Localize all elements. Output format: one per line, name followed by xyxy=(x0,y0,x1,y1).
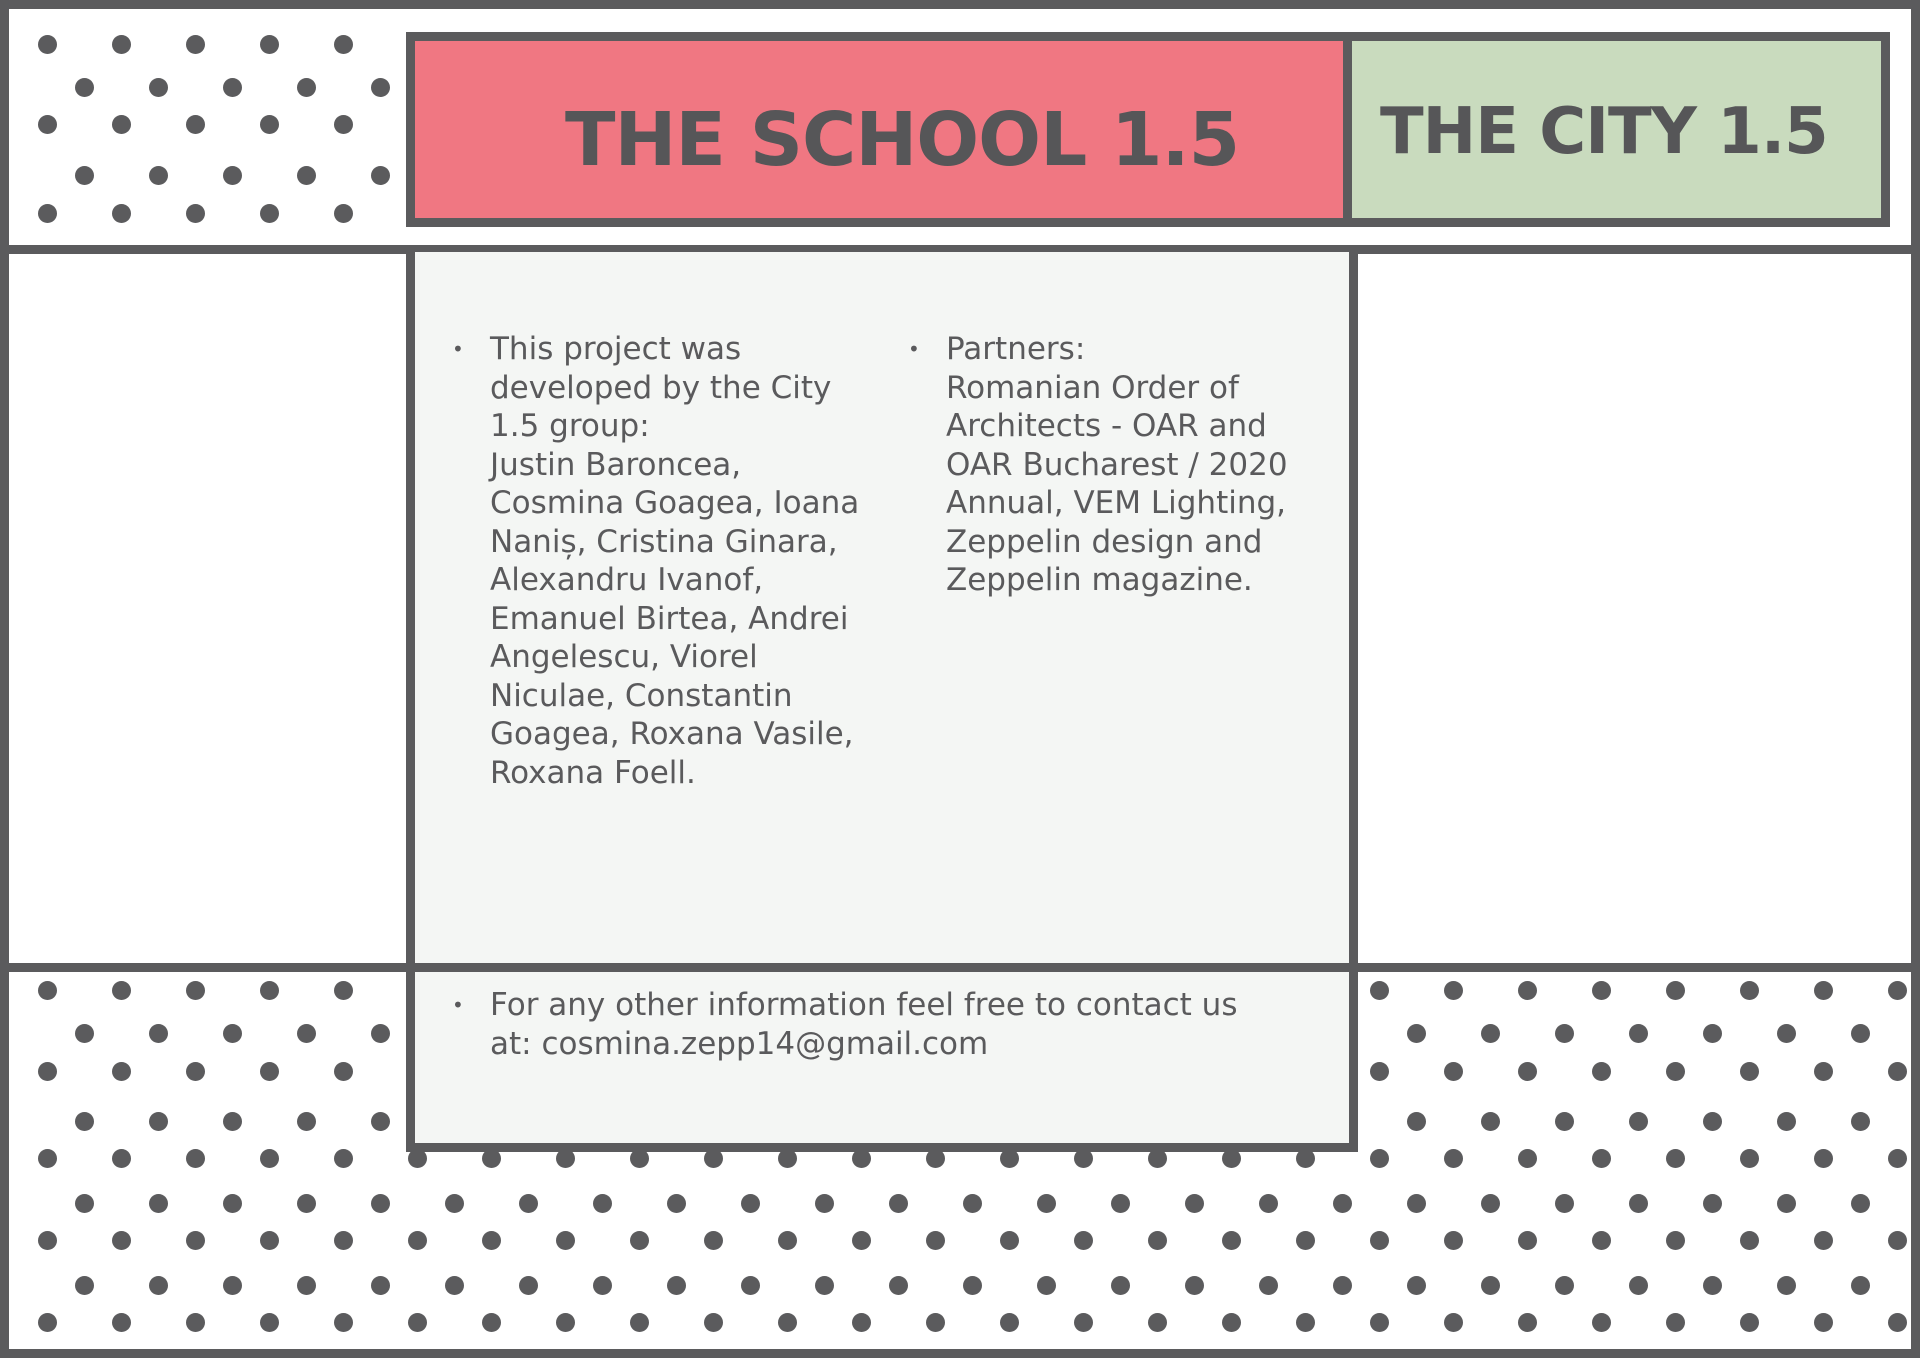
dot xyxy=(75,1024,94,1043)
dot xyxy=(223,78,242,97)
dot xyxy=(260,115,279,134)
dot xyxy=(112,1313,131,1332)
credits-line: developed by the City xyxy=(490,369,832,406)
dot xyxy=(371,1024,390,1043)
dot xyxy=(593,1276,612,1295)
partners-line: Annual, VEM Lighting, xyxy=(946,485,1287,521)
partners-line: Zeppelin design and xyxy=(946,523,1263,560)
frame-bottom xyxy=(0,1349,1920,1358)
dot xyxy=(1518,1231,1537,1250)
dot xyxy=(334,1313,353,1332)
dot xyxy=(1481,1276,1500,1295)
partners-line: OAR Bucharest / 2020 xyxy=(946,446,1288,483)
dot xyxy=(260,35,279,54)
dot xyxy=(38,1149,57,1168)
dot xyxy=(38,1231,57,1250)
dot xyxy=(38,204,57,223)
dot xyxy=(519,1194,538,1213)
dot xyxy=(334,1062,353,1081)
dot xyxy=(1000,1313,1019,1332)
dot xyxy=(223,1194,242,1213)
dot xyxy=(297,166,316,185)
dot xyxy=(889,1194,908,1213)
dot xyxy=(297,1112,316,1131)
dot xyxy=(408,1231,427,1250)
dot xyxy=(1444,1313,1463,1332)
content-divider xyxy=(406,963,1358,972)
dot xyxy=(1518,1062,1537,1081)
dot xyxy=(1407,1276,1426,1295)
dot xyxy=(260,1231,279,1250)
city-title-block xyxy=(1352,32,1890,227)
dot xyxy=(630,1313,649,1332)
dot xyxy=(1851,1276,1870,1295)
dot xyxy=(1518,1313,1537,1332)
credits-line: Justin Baroncea, xyxy=(490,446,742,483)
dot xyxy=(852,1313,871,1332)
dot xyxy=(149,78,168,97)
dot xyxy=(704,1231,723,1250)
dot xyxy=(371,166,390,185)
school-title: THE SCHOOL 1.5 xyxy=(565,97,1240,183)
dot xyxy=(112,35,131,54)
dot xyxy=(1407,1194,1426,1213)
credits-line: This project was xyxy=(490,331,742,367)
dot xyxy=(1185,1276,1204,1295)
dot xyxy=(371,78,390,97)
dot xyxy=(1222,1231,1241,1250)
dot xyxy=(1481,1112,1500,1131)
dot xyxy=(482,1313,501,1332)
dot xyxy=(1740,1149,1759,1168)
dot xyxy=(186,981,205,1000)
dot xyxy=(149,166,168,185)
dot xyxy=(1555,1024,1574,1043)
dot xyxy=(704,1313,723,1332)
dot xyxy=(1037,1276,1056,1295)
dot xyxy=(1814,1313,1833,1332)
dot xyxy=(1777,1112,1796,1131)
dot xyxy=(1518,981,1537,1000)
credits-line: Alexandru Ivanof, xyxy=(490,562,764,598)
dot xyxy=(519,1276,538,1295)
dot xyxy=(741,1194,760,1213)
partners-line: Partners: xyxy=(946,331,1086,367)
dot xyxy=(297,1276,316,1295)
dot xyxy=(1666,1149,1685,1168)
dot xyxy=(1185,1194,1204,1213)
dot xyxy=(445,1194,464,1213)
dot xyxy=(297,1024,316,1043)
dot xyxy=(1888,1231,1907,1250)
dot xyxy=(223,1276,242,1295)
dot xyxy=(630,1231,649,1250)
frame-left xyxy=(0,0,9,1358)
dot xyxy=(667,1194,686,1213)
dot xyxy=(149,1276,168,1295)
dot xyxy=(1629,1024,1648,1043)
dot xyxy=(75,1276,94,1295)
dot xyxy=(408,1313,427,1332)
dot xyxy=(1037,1194,1056,1213)
dot xyxy=(778,1231,797,1250)
dot xyxy=(741,1276,760,1295)
dot xyxy=(1592,1313,1611,1332)
dot xyxy=(334,115,353,134)
dot xyxy=(1370,1062,1389,1081)
dot xyxy=(1888,1313,1907,1332)
dot xyxy=(112,1149,131,1168)
dot xyxy=(1814,1062,1833,1081)
dot xyxy=(1259,1194,1278,1213)
dot xyxy=(260,1149,279,1168)
dot xyxy=(1407,1024,1426,1043)
dot xyxy=(1444,1149,1463,1168)
dot xyxy=(1370,1313,1389,1332)
dot xyxy=(334,981,353,1000)
dot xyxy=(1074,1313,1093,1332)
dot xyxy=(1444,1062,1463,1081)
dot xyxy=(297,78,316,97)
dot xyxy=(1814,981,1833,1000)
contact-email[interactable]: at: cosmina.zepp14@gmail.com xyxy=(490,1025,989,1062)
dot xyxy=(815,1276,834,1295)
credits-line: Emanuel Birtea, Andrei xyxy=(490,600,849,637)
dot xyxy=(75,1194,94,1213)
dot xyxy=(815,1194,834,1213)
partners-line: Zeppelin magazine. xyxy=(946,562,1253,598)
dot xyxy=(1333,1276,1352,1295)
credits-line: Angelescu, Viorel xyxy=(490,639,758,675)
dot xyxy=(186,204,205,223)
dot xyxy=(1629,1276,1648,1295)
dot xyxy=(1888,1062,1907,1081)
credits-list xyxy=(452,330,910,792)
dot xyxy=(1703,1276,1722,1295)
dot xyxy=(963,1194,982,1213)
dot xyxy=(223,166,242,185)
partners-line: Romanian Order of xyxy=(946,369,1239,406)
dot xyxy=(1777,1194,1796,1213)
dot xyxy=(186,1231,205,1250)
dot xyxy=(1629,1194,1648,1213)
dot xyxy=(1555,1276,1574,1295)
credits-line: Cosmina Goagea, Ioana xyxy=(490,485,860,521)
dot xyxy=(112,1062,131,1081)
credits-line: 1.5 group: xyxy=(490,408,650,444)
dot xyxy=(1518,1149,1537,1168)
credits-line: Niculae, Constantin xyxy=(490,677,793,714)
dot xyxy=(223,1112,242,1131)
partners-list xyxy=(908,330,1366,600)
dot xyxy=(1851,1024,1870,1043)
dot xyxy=(38,35,57,54)
dot xyxy=(1592,1231,1611,1250)
frame-right xyxy=(1911,0,1920,1358)
dot xyxy=(667,1276,686,1295)
dot xyxy=(149,1024,168,1043)
dot xyxy=(1703,1112,1722,1131)
dot xyxy=(1259,1276,1278,1295)
dot xyxy=(297,1194,316,1213)
dot xyxy=(1851,1112,1870,1131)
city-title: THE CITY 1.5 xyxy=(1380,95,1828,169)
contact-info xyxy=(452,986,1330,1063)
dot xyxy=(556,1313,575,1332)
credits-line: Naniș, Cristina Ginara, xyxy=(490,523,838,560)
dot xyxy=(1888,1149,1907,1168)
dot xyxy=(38,981,57,1000)
dot xyxy=(112,204,131,223)
dot xyxy=(371,1194,390,1213)
dot xyxy=(1592,1149,1611,1168)
dot xyxy=(1148,1313,1167,1332)
dot xyxy=(445,1276,464,1295)
dot xyxy=(1592,1062,1611,1081)
dot xyxy=(1777,1024,1796,1043)
dot xyxy=(926,1313,945,1332)
dot xyxy=(1111,1194,1130,1213)
dot xyxy=(593,1194,612,1213)
dot xyxy=(112,115,131,134)
dot xyxy=(1444,1231,1463,1250)
dot xyxy=(1296,1231,1315,1250)
dot xyxy=(1592,981,1611,1000)
dot xyxy=(334,204,353,223)
dot xyxy=(38,1062,57,1081)
dot xyxy=(1666,1313,1685,1332)
dot xyxy=(1148,1231,1167,1250)
bullet-mark: • xyxy=(452,337,464,361)
dot xyxy=(186,1313,205,1332)
dot xyxy=(1481,1024,1500,1043)
dot xyxy=(186,115,205,134)
dot xyxy=(112,981,131,1000)
dot xyxy=(1111,1276,1130,1295)
dot xyxy=(926,1231,945,1250)
dot xyxy=(260,1313,279,1332)
dot xyxy=(1740,1231,1759,1250)
dot xyxy=(1370,1231,1389,1250)
partners-line: Architects - OAR and xyxy=(946,408,1267,444)
dot xyxy=(1222,1313,1241,1332)
dot xyxy=(1703,1194,1722,1213)
dot xyxy=(112,1231,131,1250)
dot xyxy=(186,35,205,54)
dot xyxy=(778,1313,797,1332)
dot xyxy=(1370,981,1389,1000)
dot xyxy=(1740,1313,1759,1332)
dot xyxy=(260,981,279,1000)
dot xyxy=(260,1062,279,1081)
credits-line: Roxana Foell. xyxy=(490,754,696,791)
dot xyxy=(482,1231,501,1250)
dot xyxy=(334,1231,353,1250)
frame-top xyxy=(0,0,1920,9)
dot xyxy=(1851,1194,1870,1213)
dot xyxy=(149,1112,168,1131)
dot xyxy=(852,1231,871,1250)
dot xyxy=(1444,981,1463,1000)
contact-line: For any other information feel free to contact us xyxy=(490,987,1238,1023)
dot xyxy=(1814,1231,1833,1250)
dot xyxy=(1814,1149,1833,1168)
dot xyxy=(38,1313,57,1332)
dot xyxy=(1555,1194,1574,1213)
dot xyxy=(1370,1149,1389,1168)
dot xyxy=(75,1112,94,1131)
dot xyxy=(1296,1313,1315,1332)
credits-line: Goagea, Roxana Vasile, xyxy=(490,716,854,752)
dot xyxy=(186,1062,205,1081)
dot xyxy=(1333,1194,1352,1213)
dot xyxy=(1666,1231,1685,1250)
bullet-mark: • xyxy=(452,993,464,1017)
dot xyxy=(371,1276,390,1295)
school-title-block xyxy=(406,32,1352,227)
dot xyxy=(334,1149,353,1168)
dot xyxy=(1000,1231,1019,1250)
dot xyxy=(1666,981,1685,1000)
dot xyxy=(1074,1231,1093,1250)
dot xyxy=(1888,981,1907,1000)
dot xyxy=(1703,1024,1722,1043)
dot xyxy=(963,1276,982,1295)
dot xyxy=(556,1231,575,1250)
bullet-mark: • xyxy=(908,337,920,361)
dot xyxy=(1740,1062,1759,1081)
dot xyxy=(889,1276,908,1295)
dot xyxy=(260,204,279,223)
dot xyxy=(1740,981,1759,1000)
dot xyxy=(1407,1112,1426,1131)
dot xyxy=(1629,1112,1648,1131)
dot xyxy=(75,78,94,97)
dot xyxy=(186,1149,205,1168)
dot xyxy=(149,1194,168,1213)
dot xyxy=(371,1112,390,1131)
dot xyxy=(1777,1276,1796,1295)
dot xyxy=(1666,1062,1685,1081)
dot xyxy=(1481,1194,1500,1213)
dot xyxy=(1555,1112,1574,1131)
dot xyxy=(38,115,57,134)
dot xyxy=(334,35,353,54)
dot xyxy=(75,166,94,185)
dot xyxy=(223,1024,242,1043)
